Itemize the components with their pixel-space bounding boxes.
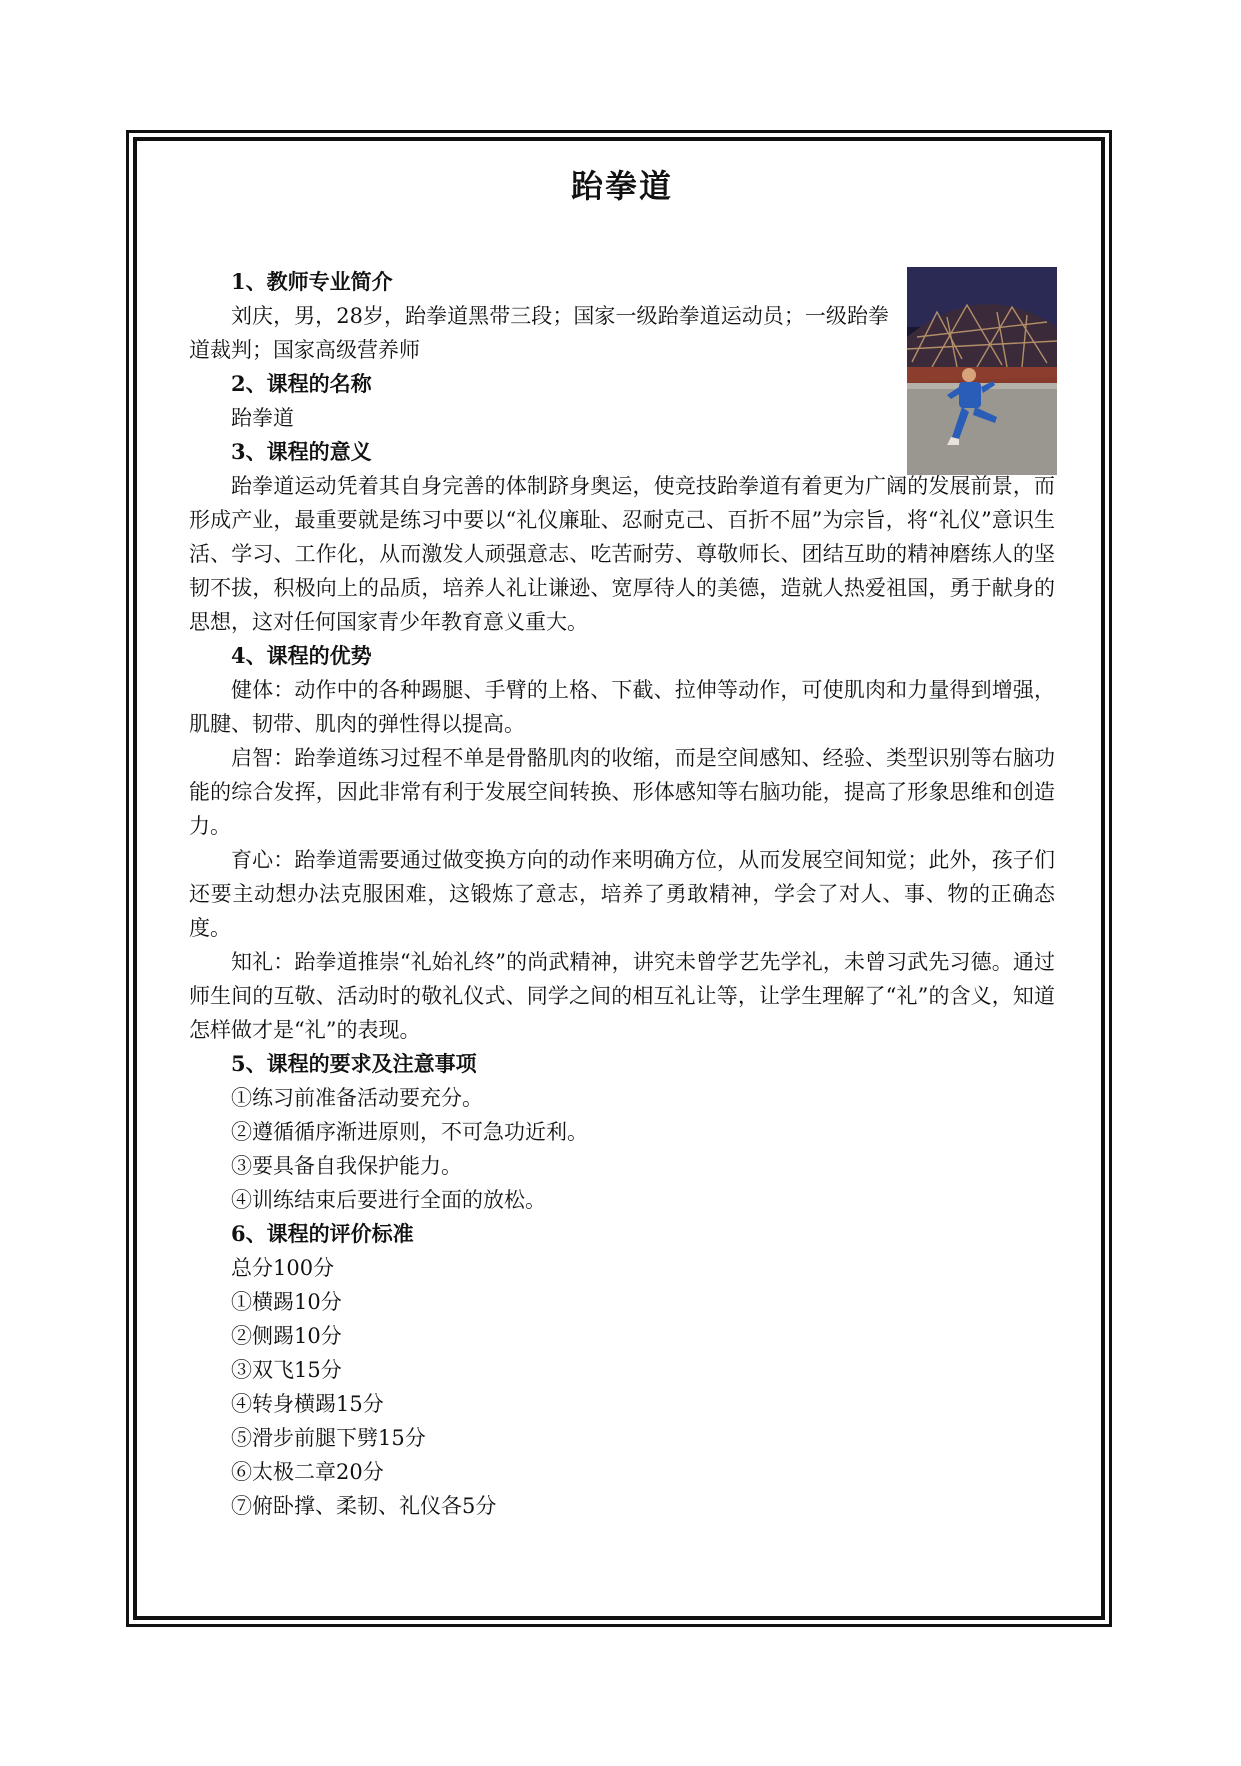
section-6-item-5: ⑤滑步前腿下劈15分 (231, 1426, 426, 1450)
section-4-para-3: 育心：跆拳道需要通过做变换方向的动作来明确方位，从而发展空间知觉；此外，孩子们还要主动想办法克服困难，这锻炼了意志，培养了勇敢精神，学会了对人、事、物的正确态度。 (189, 848, 1055, 940)
document-body (189, 265, 1055, 1523)
section-1-text: 刘庆，男，28岁，跆拳道黑带三段；国家一级跆拳道运动员；一级跆拳道裁判；国家高级营养师 (189, 304, 889, 362)
section-5-item-1: ①练习前准备活动要充分。 (231, 1086, 483, 1110)
section-5-item-4: ④训练结束后要进行全面的放松。 (231, 1188, 546, 1212)
document-content (189, 160, 1055, 1518)
section-4-para-2: 启智：跆拳道练习过程不单是骨骼肌肉的收缩，而是空间感知、经验、类型识别等右脑功能的综合发挥，因此非常有利于发展空间转换、形体感知等右脑功能，提高了形象思维和创造力。 (189, 746, 1055, 838)
section-6-item-3: ③双飞15分 (231, 1358, 342, 1382)
section-6-item-1: ①横踢10分 (231, 1290, 342, 1314)
document-title: 跆拳道 (570, 167, 673, 205)
section-1-heading: 1、教师专业简介 (231, 269, 393, 294)
section-6-item-6: ⑥太极二章20分 (231, 1460, 384, 1484)
section-3-heading: 3、课程的意义 (231, 439, 372, 464)
section-4-para-4: 知礼：跆拳道推崇“礼始礼终”的尚武精神，讲究未曾学艺先学礼，未曾习武先习德。通过师生间的互敬、活动时的敬礼仪式、同学之间的相互礼让等，让学生理解了“礼”的含义，知道怎样做才是“礼”的表现。 (189, 950, 1055, 1042)
section-6-item-2: ②侧踢10分 (231, 1324, 342, 1348)
section-6-item-4: ④转身横踢15分 (231, 1392, 384, 1416)
section-3-text: 跆拳道运动凭着其自身完善的体制跻身奥运，使竞技跆拳道有着更为广阔的发展前景，而形成产业，最重要就是练习中要以“礼仪廉耻、忍耐克己、百折不屈”为宗旨，将“礼仪”意识生活、学习、工作化，从而激发人顽强意志、吃苦耐劳、尊敬师长、团结互助的精神磨练人的坚韧不拔，积极向上的品质，培养人礼让谦逊、宽厚待人的美德，造就人热爱祖国，勇于献身的思想，这对任何国家青少年教育意义重大。 (189, 474, 1055, 634)
section-4-heading: 4、课程的优势 (231, 643, 372, 668)
section-1 (189, 265, 889, 469)
section-2-heading: 2、课程的名称 (231, 371, 372, 396)
section-6-item-7: ⑦俯卧撑、柔韧、礼仪各5分 (231, 1494, 497, 1518)
section-5-item-3: ③要具备自我保护能力。 (231, 1154, 462, 1178)
section-5-heading: 5、课程的要求及注意事项 (231, 1051, 477, 1076)
section-6-heading: 6、课程的评价标准 (231, 1221, 414, 1246)
section-4-para-1: 健体：动作中的各种踢腿、手臂的上格、下截、拉伸等动作，可使肌肉和力量得到增强，肌腱、韧带、肌肉的弹性得以提高。 (189, 678, 1055, 736)
section-6-item-total: 总分100分 (231, 1256, 335, 1280)
section-2-text: 跆拳道 (231, 406, 294, 430)
section-5-item-2: ②遵循循序渐进原则，不可急功近利。 (231, 1120, 588, 1144)
